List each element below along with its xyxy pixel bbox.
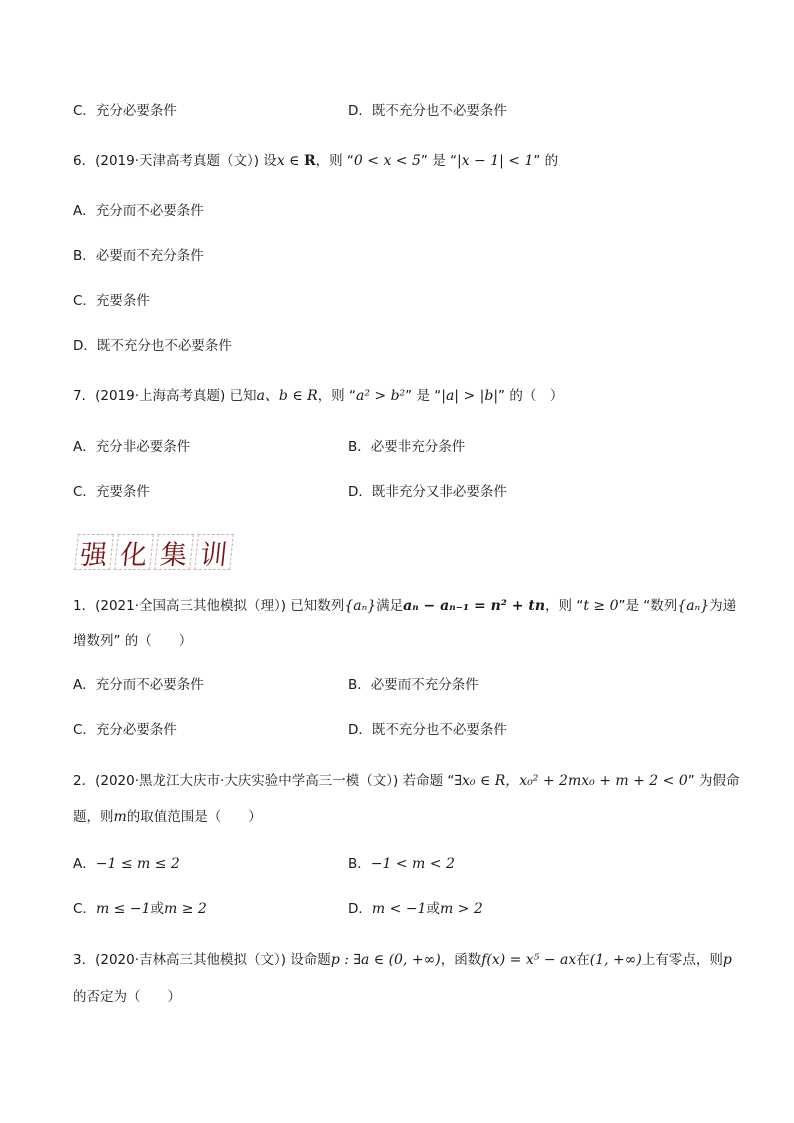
e1-prefix: 1．(2021·全国高三其他模拟（理）) 已知数列 bbox=[73, 598, 345, 614]
e2-suffix: ” 为假命 bbox=[687, 773, 740, 789]
e2-opt-b-label: B． bbox=[348, 856, 371, 872]
e2-opt-c-label: C． bbox=[73, 901, 96, 917]
e2-option-b bbox=[348, 854, 455, 874]
e3-math-4: p bbox=[722, 952, 732, 968]
e1-option-d: D．既不充分也不必要条件 bbox=[348, 722, 507, 738]
q7-option-b: B．必要非充分条件 bbox=[348, 439, 466, 455]
banner-char-3: 集 bbox=[154, 534, 194, 570]
e2-option-c bbox=[73, 899, 207, 919]
banner-char-2: 化 bbox=[114, 534, 154, 570]
q6-math-3: |x − 1| < 1 bbox=[456, 153, 534, 169]
e3-mid-2: 在 bbox=[576, 952, 590, 968]
e2-opt-d-or: 或 bbox=[426, 901, 440, 917]
e2-prefix: 2．(2020·黑龙江大庆市·大庆实验中学高三一模（文）) 若命题 “ bbox=[73, 773, 455, 789]
e1-mid-2: ，则 “ bbox=[545, 598, 584, 614]
q7-suffix: ” 的（ ） bbox=[498, 388, 564, 404]
q6-math-R: R bbox=[303, 153, 316, 169]
e1-math-3: t ≥ 0 bbox=[583, 598, 619, 614]
q7-option-c: C．充要条件 bbox=[73, 484, 150, 500]
q7-option-a: A．充分非必要条件 bbox=[73, 439, 191, 455]
e2-line2-text-a: 题，则 bbox=[73, 809, 114, 825]
e3-line-2: 的否定为（ ） bbox=[73, 989, 181, 1005]
q6-suffix: ” 的 bbox=[533, 153, 559, 169]
e2-option-a bbox=[73, 854, 180, 874]
exercise-1 bbox=[73, 596, 736, 616]
e3-mid-3: 上有零点，则 bbox=[641, 952, 723, 968]
q6-option-c: C．充要条件 bbox=[73, 293, 150, 309]
e2-line-2 bbox=[73, 807, 262, 827]
q7-math-2: a² > b² bbox=[355, 388, 406, 404]
e1-option-b: B．必要而不充分条件 bbox=[348, 677, 479, 693]
e2-opt-c-math-1: m ≤ −1 bbox=[95, 901, 151, 917]
exercise-2 bbox=[73, 771, 740, 791]
e2-opt-c-or: 或 bbox=[150, 901, 164, 917]
e1-line-2: 增数列” 的（ ） bbox=[73, 633, 193, 649]
e2-opt-a-math: −1 ≤ m ≤ 2 bbox=[95, 856, 180, 872]
q7-mid-1: ，则 “ bbox=[317, 388, 356, 404]
q6-math-1: x ∈ bbox=[276, 153, 304, 169]
option-c-prev: C．充分必要条件 bbox=[73, 103, 177, 119]
e3-math-2: f(x) = x⁵ − ax bbox=[481, 952, 577, 968]
q6-math-2: 0 < x < 5 bbox=[353, 153, 421, 169]
e2-line2-var: m bbox=[113, 809, 127, 825]
e3-math-1: p : ∃a ∈ (0, +∞) bbox=[330, 952, 441, 968]
q6-option-a: A．充分而不必要条件 bbox=[73, 203, 204, 219]
q7-option-d: D．既非充分又非必要条件 bbox=[348, 484, 507, 500]
e1-mid-4: 为递 bbox=[709, 598, 737, 614]
e3-prefix: 3．(2020·吉林高三其他模拟（文）) 设命题 bbox=[73, 952, 331, 968]
exercise-3 bbox=[73, 950, 732, 970]
q7-mid-2: ” 是 “ bbox=[405, 388, 442, 404]
e1-math-4: {aₙ} bbox=[677, 598, 710, 614]
e1-math-2: aₙ − aₙ₋₁ = n² + tn bbox=[403, 598, 546, 614]
q7-prefix: 7．(2019·上海高考真题) 已知 bbox=[73, 388, 257, 404]
banner-char-1: 强 bbox=[74, 534, 114, 570]
e2-opt-d-label: D． bbox=[348, 901, 372, 917]
e1-option-c: C．充分必要条件 bbox=[73, 722, 177, 738]
question-7 bbox=[73, 386, 563, 406]
e1-option-a: A．充分而不必要条件 bbox=[73, 677, 204, 693]
e2-line2-text-b: 的取值范围是（ ） bbox=[126, 809, 262, 825]
e2-opt-d-math-2: m > 2 bbox=[439, 901, 483, 917]
q6-prefix: 6．(2019·天津高考真题（文）) 设 bbox=[73, 153, 277, 169]
e3-math-3: (1, +∞) bbox=[589, 952, 642, 968]
e2-opt-a-label: A． bbox=[73, 856, 96, 872]
e1-mid-3: ”是 “数列 bbox=[618, 598, 678, 614]
question-6 bbox=[73, 151, 558, 171]
q6-mid-2: ” 是 “ bbox=[420, 153, 457, 169]
e1-math-1: {aₙ} bbox=[344, 598, 377, 614]
q6-option-b: B．必要而不充分条件 bbox=[73, 248, 204, 264]
e2-opt-d-math-1: m < −1 bbox=[371, 901, 427, 917]
e3-mid-1: ，函数 bbox=[440, 952, 482, 968]
e1-mid-1: 满足 bbox=[376, 598, 404, 614]
q6-option-d: D．既不充分也不必要条件 bbox=[73, 338, 232, 354]
q6-mid-1: ，则 “ bbox=[315, 153, 354, 169]
e2-math-1: ∃x₀ ∈ R，x₀² + 2mx₀ + m + 2 < 0 bbox=[454, 773, 688, 789]
option-d-prev: D．既不充分也不必要条件 bbox=[348, 103, 507, 119]
e2-opt-c-math-2: m ≥ 2 bbox=[163, 901, 207, 917]
q7-math-1: a、b ∈ R bbox=[256, 388, 318, 404]
banner-char-4: 训 bbox=[194, 534, 234, 570]
q7-math-3: |a| > |b| bbox=[441, 388, 499, 404]
e2-opt-b-math: −1 < m < 2 bbox=[370, 856, 455, 872]
section-banner bbox=[76, 534, 232, 570]
e2-option-d bbox=[348, 899, 483, 919]
